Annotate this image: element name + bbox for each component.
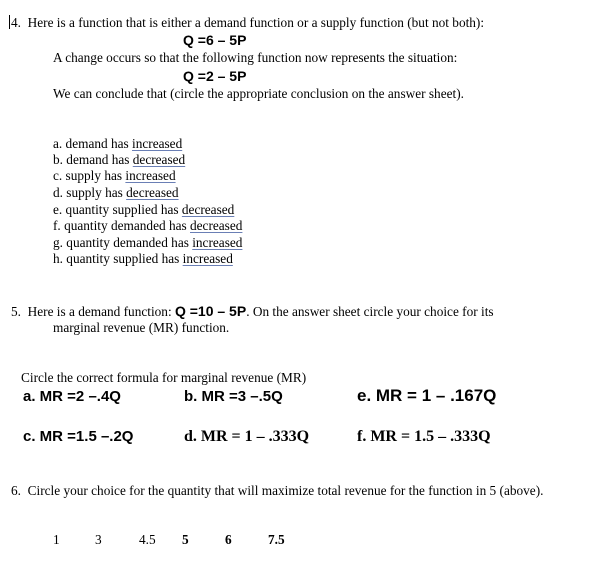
question-4-equation-1: Q =6 – 5P	[183, 32, 247, 48]
option-underlined-word: decreased	[181, 202, 235, 217]
question-5-circle-prompt: Circle the correct formula for marginal revenue (MR)	[21, 370, 307, 385]
text-cursor	[9, 15, 10, 29]
option-underlined-word: decreased	[132, 152, 186, 167]
option-f[interactable]	[53, 218, 242, 234]
answer-choice[interactable]: 7.5	[268, 532, 285, 547]
question-4-conclude-text: We can conclude that (circle the appropriate conclusion on the answer sheet).	[53, 86, 464, 101]
option-label: c. supply has	[53, 168, 126, 183]
option-label: b. demand has	[53, 152, 133, 167]
question-5-text-before: Here is a demand function:	[27, 304, 175, 319]
answer-choice[interactable]: 6	[225, 532, 232, 547]
question-4-equation-2: Q =2 – 5P	[183, 68, 247, 84]
mr-choice-d[interactable]: d. MR = 1 – .333Q	[184, 428, 310, 445]
option-label: d. supply has	[53, 185, 127, 200]
option-b[interactable]	[53, 152, 185, 168]
option-underlined-word: decreased	[126, 185, 179, 200]
question-5-equation: Q =10 – 5P	[174, 303, 247, 319]
mr-choice-f[interactable]: f. MR = 1.5 – .333Q	[357, 428, 491, 445]
option-label: e. quantity supplied has	[53, 202, 182, 217]
mr-choice-a[interactable]: a. MR =2 –.4Q	[23, 388, 121, 405]
mr-choice-c[interactable]: c. MR =1.5 –.2Q	[23, 428, 134, 445]
answer-choice[interactable]: 5	[182, 532, 189, 547]
answer-choice[interactable]: 3	[95, 532, 102, 547]
option-label: g. quantity demanded has	[53, 235, 193, 250]
option-a[interactable]	[53, 136, 182, 152]
option-label: a. demand has	[53, 136, 133, 151]
option-g[interactable]	[53, 235, 242, 251]
option-d[interactable]	[53, 185, 179, 201]
answer-choice[interactable]: 1	[53, 532, 60, 547]
option-label: f. quantity demanded has	[53, 218, 190, 233]
option-underlined-word: increased	[192, 235, 243, 250]
option-underlined-word: increased	[132, 136, 183, 151]
question-4-change-text: A change occurs so that the following function now represents the situation:	[53, 50, 458, 65]
option-c[interactable]	[53, 168, 176, 184]
question-5-number: 5.	[11, 304, 21, 319]
question-5-line-2: marginal revenue (MR) function.	[53, 320, 230, 335]
answer-choice[interactable]: 4.5	[139, 532, 156, 547]
mr-choice-b[interactable]: b. MR =3 –.5Q	[184, 388, 283, 405]
question-4-intro-text: Here is a function that is either a demand function or a supply function (but not both):	[27, 15, 485, 30]
option-underlined-word: increased	[125, 168, 176, 183]
question-5-line-1	[11, 303, 494, 320]
question-6-number: 6.	[11, 483, 21, 498]
question-4-number: 4.	[11, 15, 21, 30]
question-5-text-after: . On the answer sheet circle your choice for its	[246, 304, 494, 319]
mr-choice-e[interactable]: e. MR = 1 – .167Q	[357, 386, 497, 405]
option-h[interactable]	[53, 251, 233, 267]
option-e[interactable]	[53, 202, 234, 218]
option-underlined-word: increased	[182, 251, 233, 266]
question-6-prompt: Circle your choice for the quantity that will maximize total revenue for the function in 5 (above).	[27, 483, 544, 498]
question-4-intro	[9, 15, 484, 31]
question-6-text	[11, 483, 543, 499]
option-label: h. quantity supplied has	[53, 251, 183, 266]
option-underlined-word: decreased	[190, 218, 243, 233]
